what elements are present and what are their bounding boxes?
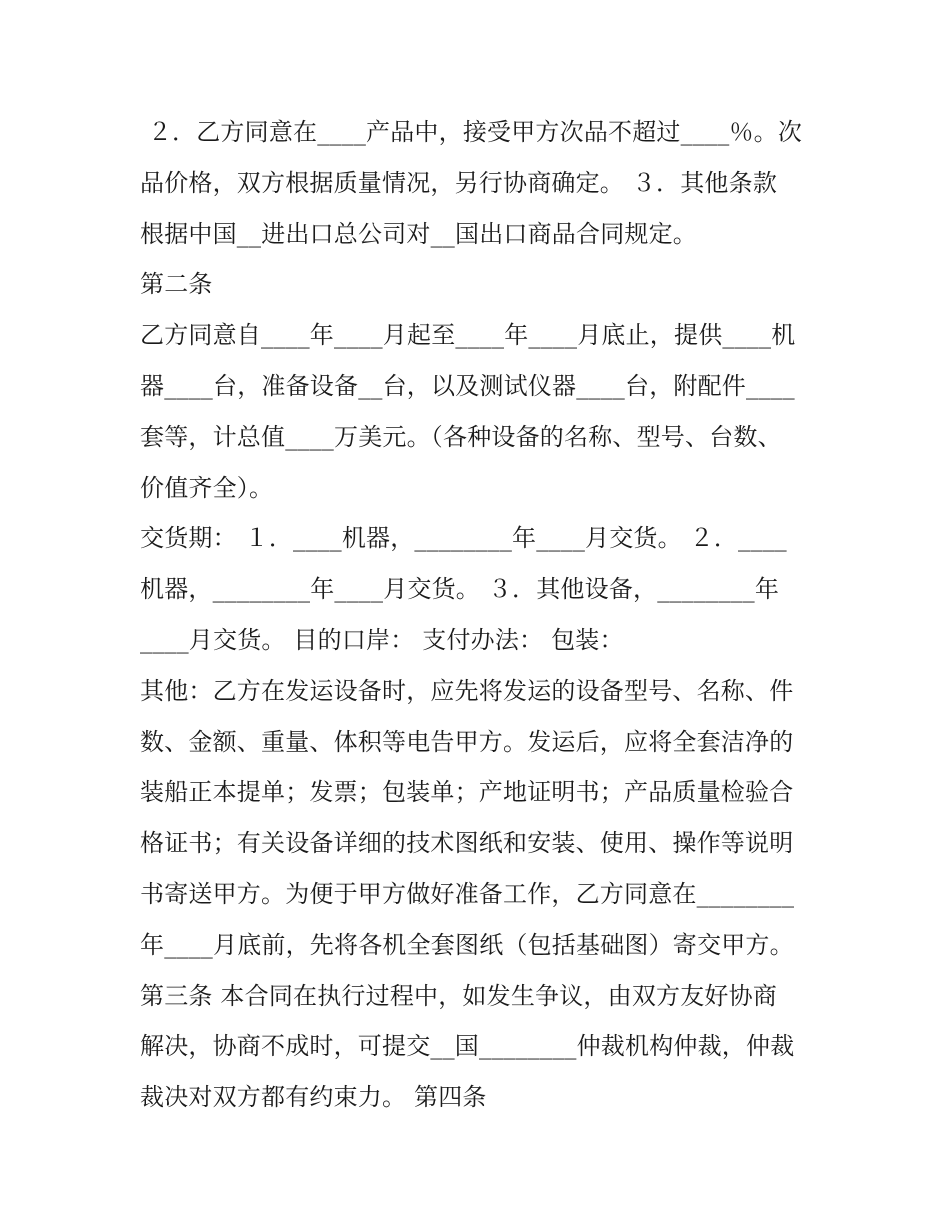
text-line: 格证书；有关设备详细的技术图纸和安装、使用、操作等说明 xyxy=(140,829,794,858)
text-line: 其他：乙方在发运设备时，应先将发运的设备型号、名称、件 xyxy=(140,676,794,705)
text-line: 根据中国__进出口总公司对__国出口商品合同规定。 xyxy=(140,219,697,248)
text-line: 解决，协商不成时，可提交__国________仲裁机构仲裁，仲裁 xyxy=(140,1032,795,1061)
text-line: 交货期： １．____机器，________年____月交货。 ２．____ xyxy=(140,524,787,553)
text-line: 装船正本提单；发票；包装单；产地证明书；产品质量检验合 xyxy=(140,778,794,807)
text-line: ２．乙方同意在____产品中，接受甲方次品不超过____％。次 xyxy=(140,118,803,146)
text-line: ____月交货。 目的口岸： 支付办法： 包装： xyxy=(140,625,624,654)
text-line: 套等，计总值____万美元。（各种设备的名称、型号、台数、 xyxy=(140,422,782,451)
text-line: 品价格，双方根据质量情况，另行协商确定。 ３．其他条款 xyxy=(140,168,778,197)
text-line: 书寄送甲方。为便于甲方做好准备工作，乙方同意在________ xyxy=(140,879,795,908)
section-heading-article-2: 第二条 xyxy=(140,270,213,299)
text-line: 器____台，准备设备__台，以及测试仪器____台，附配件____ xyxy=(140,371,795,400)
text-line: 数、金额、重量、体积等电告甲方。发运后，应将全套洁净的 xyxy=(140,727,794,756)
text-line: 乙方同意自____年____月起至____年____月底止，提供____机 xyxy=(140,321,796,350)
text-line: 机器，________年____月交货。 ３．其他设备，________年 xyxy=(140,575,780,604)
contract-body-text xyxy=(140,107,812,1123)
text-line: 第三条 本合同在执行过程中，如发生争议，由双方友好协商 xyxy=(140,981,778,1010)
text-line: 年____月底前，先将各机全套图纸（包括基础图）寄交甲方。 xyxy=(140,930,794,959)
text-line: 裁决对双方都有约束力。 第四条 xyxy=(140,1083,487,1112)
text-line: 价值齐全）。 xyxy=(140,473,274,502)
